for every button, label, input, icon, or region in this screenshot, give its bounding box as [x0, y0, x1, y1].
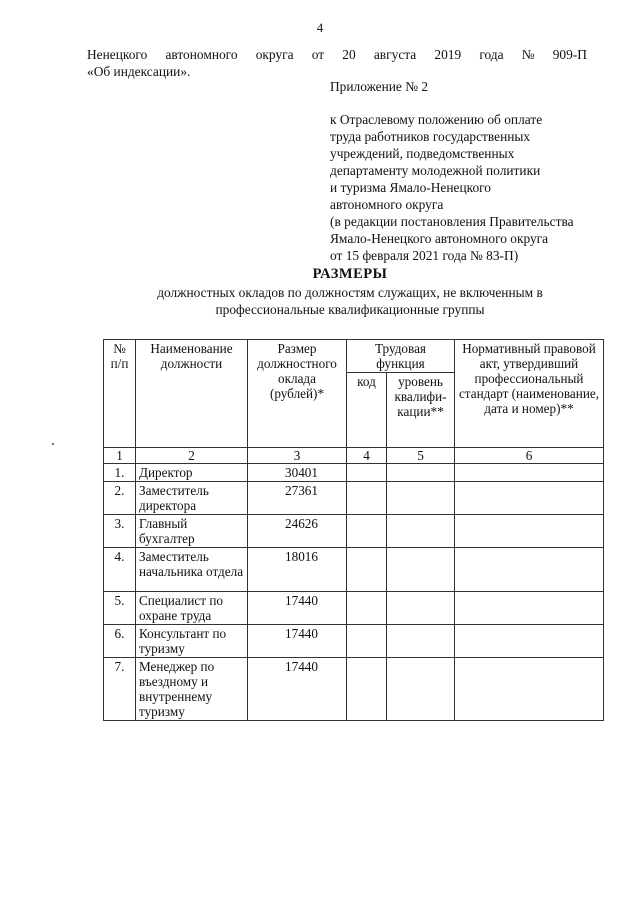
column-number: 3 — [248, 448, 347, 464]
appendix-line: учреждений, подведомственных — [330, 146, 515, 161]
column-number: 6 — [455, 448, 604, 464]
row-position: Директор — [136, 464, 248, 482]
intro-line-2: «Об индексации». — [87, 64, 191, 79]
row-salary: 17440 — [248, 658, 347, 721]
intro-word: года — [479, 47, 504, 62]
table-row — [104, 625, 604, 658]
row-salary: 30401 — [248, 464, 347, 482]
row-code — [347, 592, 387, 625]
intro-text — [87, 46, 587, 80]
appendix-title: Приложение № 2 — [330, 79, 429, 94]
column-number: 5 — [387, 448, 455, 464]
row-position: Главный бухгалтер — [136, 515, 248, 548]
intro-word: 2019 — [434, 47, 462, 62]
row-number: 1. — [104, 464, 136, 482]
row-salary: 17440 — [248, 592, 347, 625]
row-level — [387, 658, 455, 721]
intro-word: августа — [373, 47, 417, 62]
intro-word: от — [311, 47, 325, 62]
row-standard — [455, 515, 604, 548]
row-code — [347, 548, 387, 592]
row-level — [387, 482, 455, 515]
document-subheading — [130, 284, 570, 318]
salary-table — [103, 339, 604, 721]
appendix-line: и туризма Ямало-Ненецкого — [330, 180, 491, 195]
header-standard: Нормативный правовой акт, утвердивший профессиональный стандарт (наименование, дата и номер)** — [455, 340, 604, 448]
row-number: 3. — [104, 515, 136, 548]
header-position: Наименование должности — [136, 340, 248, 448]
table-row — [104, 464, 604, 482]
table-row — [104, 592, 604, 625]
row-salary: 17440 — [248, 625, 347, 658]
header-level: уровень квалифи-кации** — [387, 373, 455, 448]
row-number: 5. — [104, 592, 136, 625]
appendix-line: от 15 февраля 2021 года № 83-П) — [330, 248, 519, 263]
row-salary: 24626 — [248, 515, 347, 548]
row-number: 4. — [104, 548, 136, 592]
row-standard — [455, 658, 604, 721]
row-code — [347, 625, 387, 658]
row-position: Менеджер по въездному и внутреннему туризму — [136, 658, 248, 721]
header-code: код — [347, 373, 387, 448]
row-number: 2. — [104, 482, 136, 515]
appendix-line: Ямало-Ненецкого автономного округа — [330, 231, 549, 246]
intro-line-1 — [87, 46, 587, 63]
row-standard — [455, 482, 604, 515]
row-level — [387, 515, 455, 548]
row-number: 7. — [104, 658, 136, 721]
appendix-block — [330, 78, 620, 264]
row-code — [347, 658, 387, 721]
row-standard — [455, 464, 604, 482]
table-row — [104, 482, 604, 515]
appendix-line: автономного округа — [330, 197, 444, 212]
row-standard — [455, 625, 604, 658]
intro-word: автономного — [165, 47, 238, 62]
header-labor-function: Трудовая функция — [347, 340, 455, 373]
row-salary: 18016 — [248, 548, 347, 592]
intro-word: округа — [255, 47, 294, 62]
column-number: 1 — [104, 448, 136, 464]
row-position: Специалист по охране труда — [136, 592, 248, 625]
appendix-line: труда работников государственных — [330, 129, 531, 144]
row-level — [387, 548, 455, 592]
row-standard — [455, 548, 604, 592]
row-level — [387, 625, 455, 658]
row-code — [347, 482, 387, 515]
table-row — [104, 515, 604, 548]
column-number-row — [104, 448, 604, 464]
subheading-line-1: должностных окладов по должностям служащих, не включенным в — [157, 285, 543, 300]
row-position: Консультант по туризму — [136, 625, 248, 658]
intro-word: № — [521, 47, 535, 62]
row-position: Заместитель начальника отдела — [136, 548, 248, 592]
table-row — [104, 658, 604, 721]
appendix-line: (в редакции постановления Правительства — [330, 214, 574, 229]
document-heading: РАЗМЕРЫ — [312, 266, 388, 282]
row-position: Заместитель директора — [136, 482, 248, 515]
header-salary: Размер должностного оклада (рублей)* — [248, 340, 347, 448]
row-level — [387, 464, 455, 482]
appendix-line: к Отраслевому положению об оплате — [330, 112, 543, 127]
appendix-line: департаменту молодежной политики — [330, 163, 541, 178]
column-number: 4 — [347, 448, 387, 464]
page-number: 4 — [316, 20, 324, 35]
column-number: 2 — [136, 448, 248, 464]
row-number: 6. — [104, 625, 136, 658]
table-header-row — [104, 340, 604, 373]
row-standard — [455, 592, 604, 625]
scan-speck — [52, 443, 54, 445]
intro-word: Ненецкого — [87, 47, 148, 62]
row-code — [347, 515, 387, 548]
row-code — [347, 464, 387, 482]
header-num: № п/п — [104, 340, 136, 448]
intro-word: 20 — [342, 47, 356, 62]
row-salary: 27361 — [248, 482, 347, 515]
subheading-line-2: профессиональные квалификационные группы — [215, 302, 485, 317]
intro-word: 909-П — [552, 47, 587, 62]
table-row — [104, 548, 604, 592]
row-level — [387, 592, 455, 625]
